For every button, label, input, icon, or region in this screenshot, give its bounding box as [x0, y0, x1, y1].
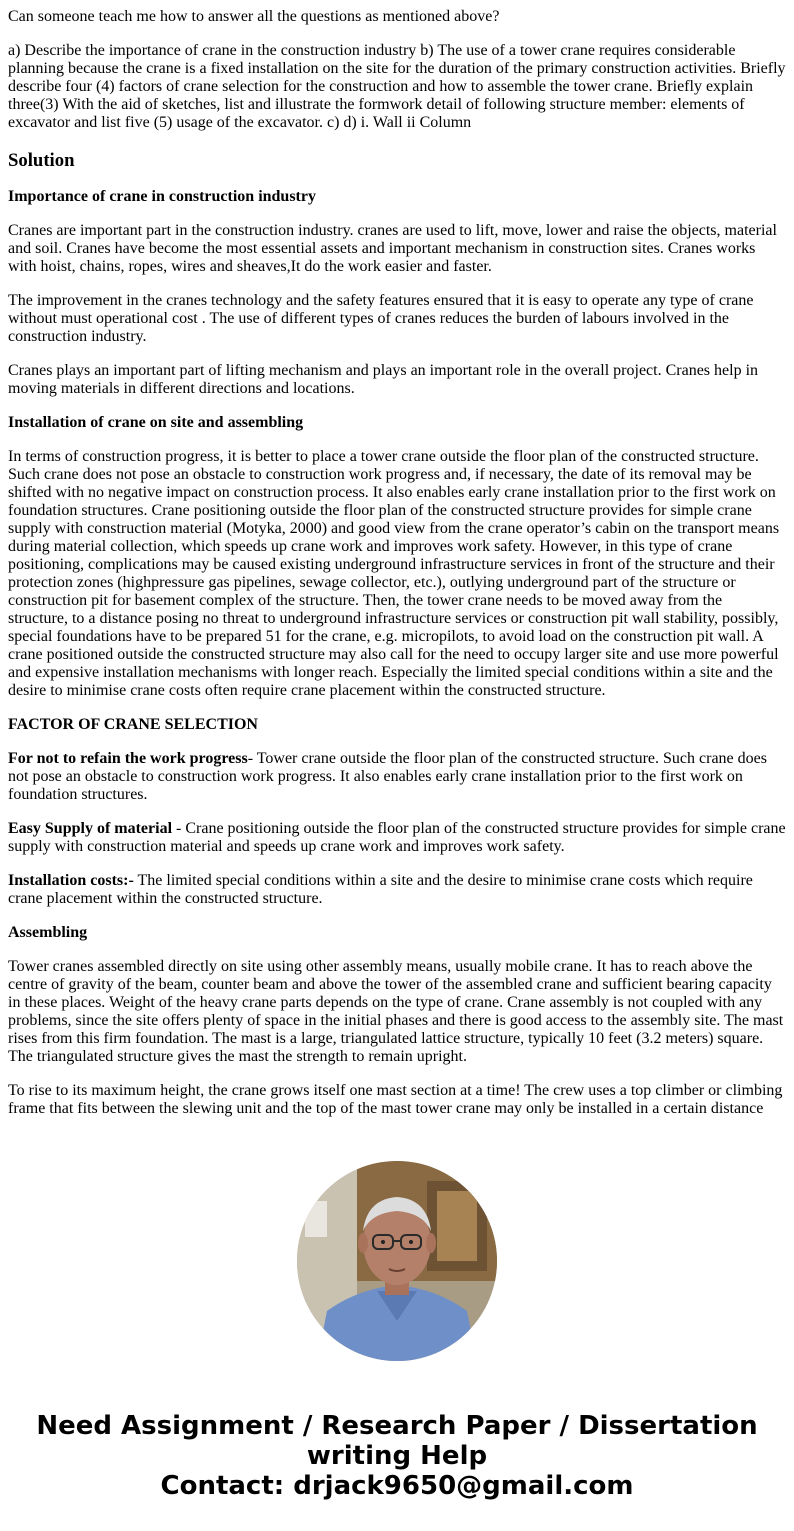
author-avatar [297, 1161, 497, 1361]
assembling-paragraph: Tower cranes assembled directly on site using other assembly means, usually mobile crane. It has to reach above the centre of gravity of the beam, counter beam and above the tower of the assembled crane and sufficient bearing capacity in these places. Weight of the heavy crane parts depends on the type of crane. Crane assembly is not coupled with any problems, since the site offers plenty of space in the initial phases and there is good access to the assembly site. The mast rises from this firm foundation. The mast is a large, triangulated lattice structure, typically 10 feet (3.2 meters) square. The triangulated structure gives the mast the strength to remain upright. [8, 958, 784, 1065]
factor-text: - Crane positioning outside the floor plan of the constructed structure provides for simple crane supply with construction material and speeds up crane work and improves work safety. [8, 820, 786, 855]
installation-heading [8, 414, 786, 432]
factor-item [8, 750, 786, 804]
importance-paragraph: The improvement in the cranes technology and the safety features ensured that it is easy to operate any type of crane without must operational cost . The use of different types of cranes reduces the burden of labours involved in the construction industry. [8, 292, 754, 345]
promo-line-2: Contact: drjack9650@gmail.com [160, 1471, 634, 1501]
author-photo [297, 1161, 497, 1361]
factors-heading-text: FACTOR OF CRANE SELECTION [8, 716, 258, 733]
installation-heading-text: Installation of crane on site and assembling [8, 414, 304, 431]
factor-term: Easy Supply of material [8, 820, 173, 837]
promo-banner [0, 1411, 794, 1501]
importance-heading [8, 188, 786, 206]
assembling-heading [8, 924, 786, 942]
factor-item [8, 872, 786, 908]
importance-paragraph: Cranes are important part in the construction industry. cranes are used to lift, move, lower and raise the objects, material and soil. Cranes have become the most essential assets and important mechanism in construction sites. Cranes works with hoist, chains, ropes, wires and sheaves,It do the work easier and faster. [8, 222, 777, 275]
factor-item [8, 820, 786, 856]
importance-paragraph: Cranes plays an important part of lifting mechanism and plays an important role in the overall project. Cranes help in moving materials in different directions and locations. [8, 362, 759, 397]
question-body: a) Describe the importance of crane in the construction industry b) The use of a tower crane requires considerable planning because the crane is a fixed installation on the site for the duration of the primary construction activities. Briefly describe four (4) factors of crane selection for the construction and how to assemble the tower crane. Briefly explain three(3) With the aid of sketches, list and illustrate the formwork detail of following structure member: elements of excavator and list five (5) usage of the excavator. c) d) i. Wall ii Column [8, 42, 786, 131]
article [0, 8, 794, 1118]
assembling-paragraph: To rise to its maximum height, the crane grows itself one mast section at a time! The crew uses a top climber or climbing frame that fits between the slewing unit and the top of the mast tower crane may only be installed in a certain distance [8, 1082, 783, 1117]
installation-paragraph: In terms of construction progress, it is better to place a tower crane outside the floor plan of the constructed structure. Such crane does not pose an obstacle to construction work progress and, if necessary, the date of its removal may be shifted with no negative impact on construction process. It also enables early crane installation prior to the first work on foundation structures. Crane positioning outside the floor plan of the constructed structure provides for simple crane supply with construction material (Motyka, 2000) and good view from the crane operator’s cabin on the transport means during material collection, which speeds up crane work and improves work safety. However, in this type of crane positioning, complications may be caused existing underground infrastructure services in front of the structure and their protection zones (highpressure gas pipelines, sewage collector, etc.), outlying underground part of the structure or construction pit for basement complex of the structure. Then, the tower crane needs to be moved away from the structure, to a distance posing no threat to underground infrastructure services or construction pit wall stability, possibly, special foundations have to be prepared 51 for the crane, e.g. micropilots, to avoid load on the construction pit wall. A crane positioned outside the constructed structure may also call for the need to occupy larger site and use more powerful and expensive installation mechanisms with longer reach. Especially the limited special conditions within a site and the desire to minimise crane costs often require crane placement within the constructed structure. [8, 448, 780, 699]
factors-heading [8, 716, 786, 734]
factor-term: Installation costs:- [8, 872, 134, 889]
promo-line-1: Need Assignment / Research Paper / Dissertation writing Help [36, 1411, 758, 1471]
factor-text: - Tower crane outside the floor plan of the constructed structure. Such crane does not pose an obstacle to construction work progress. It also enables early crane installation prior to the first work on foundation structures. [8, 750, 767, 803]
question-intro: Can someone teach me how to answer all the questions as mentioned above? [8, 8, 500, 25]
assembling-heading-text: Assembling [8, 924, 88, 941]
factor-term: For not to refain the work progress [8, 750, 248, 767]
importance-heading-text: Importance of crane in construction industry [8, 188, 316, 205]
solution-heading: Solution [8, 150, 75, 171]
factor-text: The limited special conditions within a site and the desire to minimise crane costs which require crane placement within the constructed structure. [8, 872, 753, 907]
